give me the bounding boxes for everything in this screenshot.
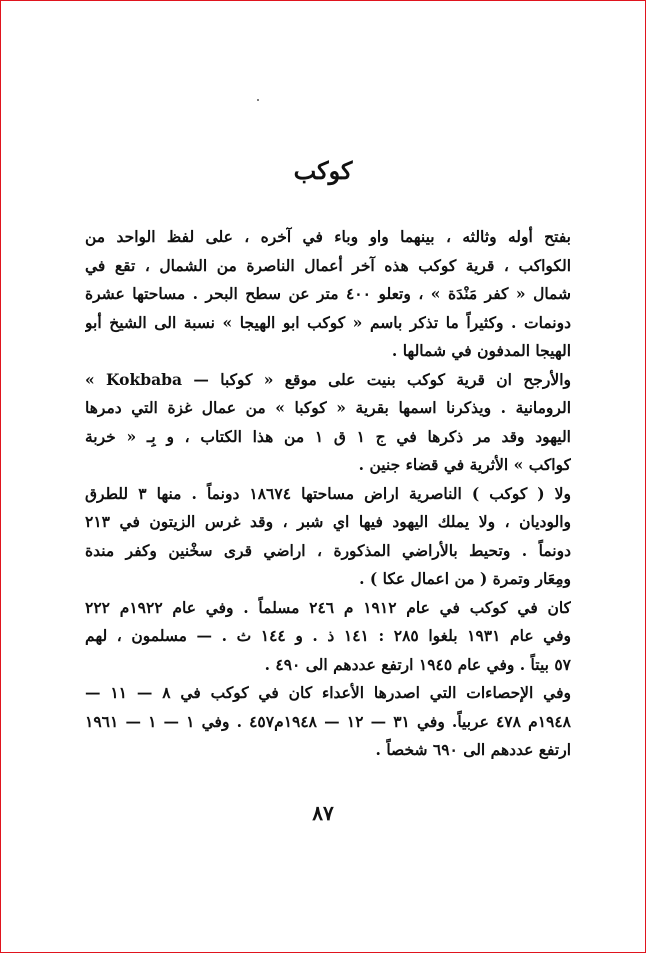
text-line: والوديان ، ولا يملك اليهود فيها اي شبر ، وقد غرس الزيتون في ٢١٣ [85,512,571,531]
text-line: الهيجا المدفون في شمالها . [391,341,571,360]
stray-mark [257,99,259,101]
text-line: ومِعَار وتمرة ( من اعمال عكا ) . [359,569,571,588]
body-text [85,223,571,765]
text-line: دونماً . وتحيط بالأراضي المذكورة ، اراضي قرى سخْنين وكفر مندة [85,540,571,560]
text-line: دونمات . وكثيراً ما تذكر باسم « كوكب ابو الهيجا » نسبة الى الشيخ أبو [85,312,571,332]
text-line: اليهود وقد مر ذكرها في ج ١ ق ١ من هذا الكتاب ، و بِـ « خربة [85,426,571,446]
text-line: كواكب » الأثرية في قضاء جنين . [358,455,571,474]
text-line: كان في كوكب في عام ١٩١٢ م ٢٤٦ مسلماً . وفي عام ١٩٢٢م ٢٢٢ [85,597,571,617]
text-line: الرومانية . ويذكرنا اسمها بقرية « كوكبا » من عمال غزة التي دمرها [85,398,571,417]
text-line: الكواكب ، قرية كوكب هذه آخر أعمال الناصرة من الشمال ، تقع في [85,255,571,275]
page-number: ٨٧ [312,801,334,825]
text-line: ارتفع عددهم الى ٦٩٠ شخصاً . [375,740,571,759]
text-line: والأرجح ان قرية كوكب بنيت على موقع « كوكبا — Kokbaba » [85,369,571,389]
text-line: وفي الإحصاءات التي اصدرها الأعداء كان في كوكب في ٨ — ١١ — [85,683,571,702]
text-line: وفي عام ١٩٣١ بلغوا ٢٨٥ : ١٤١ ذ . و ١٤٤ ث . — مسلمون ، لهم [85,626,571,645]
text-line: ٥٧ بيتاً . وفي عام ١٩٤٥ ارتفع عددهم الى ٤٩٠ . [264,654,571,674]
text-line: ١٩٤٨م ٤٧٨ عربياً. وفي ٣١ — ١٢ — ١٩٤٨م٤٥٧ . وفي ١ — ١ — ١٩٦١ [85,711,571,731]
text-line: ولا ( كوكب ) الناصرية اراض مساحتها ١٨٦٧٤ دونماً . منها ٣ للطرق [85,483,571,503]
page-title: كوكب [293,156,353,185]
text-line: بفتح أوله وثالثه ، بينهما واو وباء في آخره ، على لفظ الواحد من [85,227,571,246]
text-line: شمال « كفر مَنْدَة » ، وتعلو ٤٠٠ متر عن سطح البحر . مساحتها عشرة [85,284,571,303]
